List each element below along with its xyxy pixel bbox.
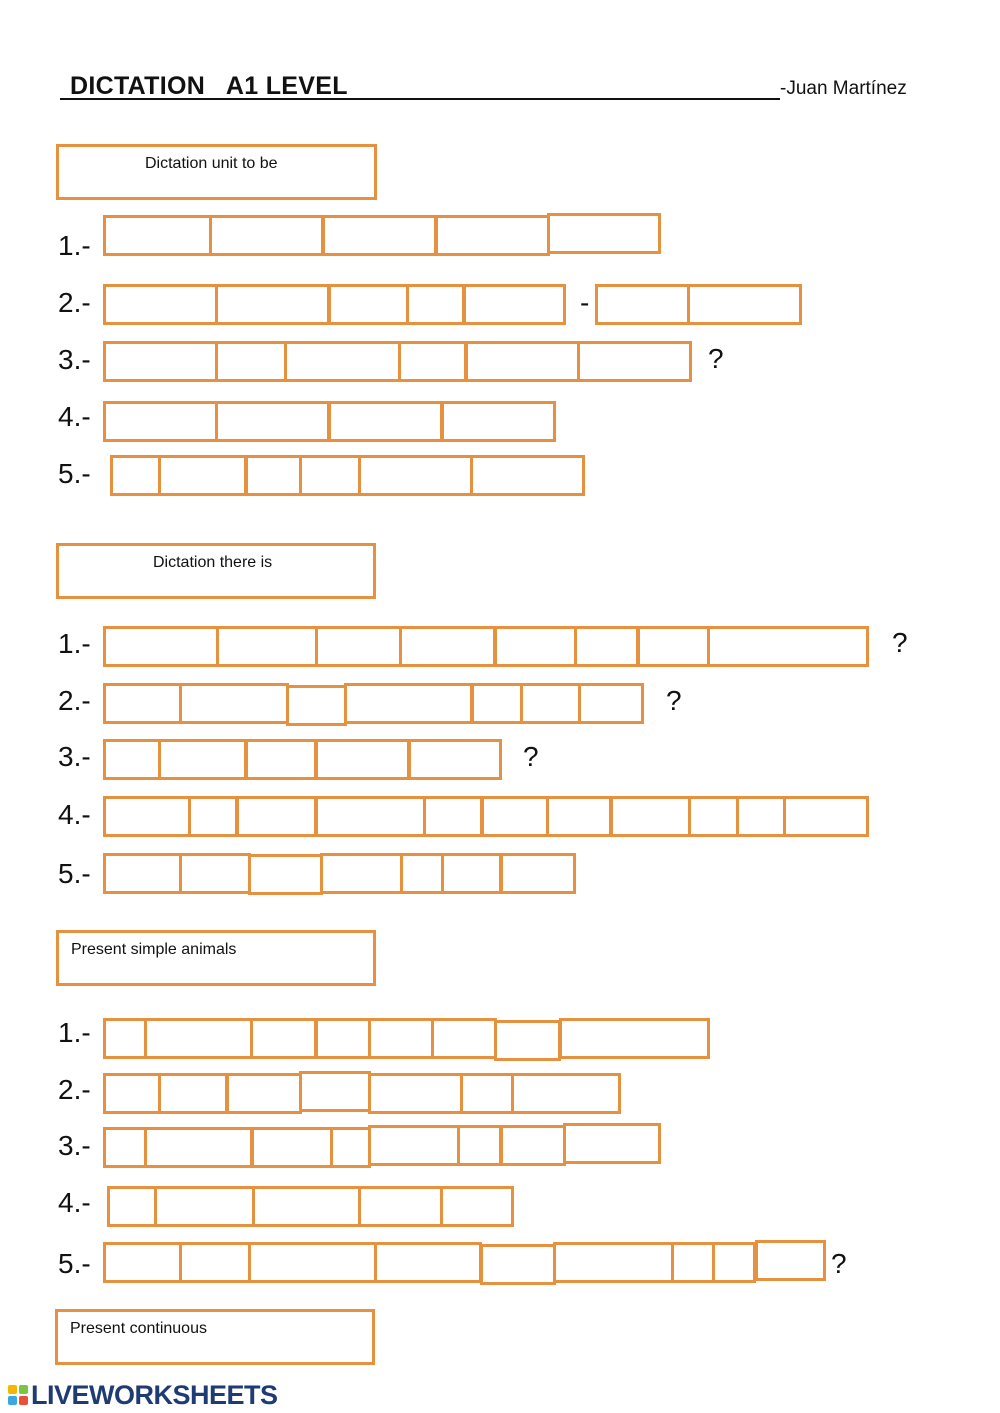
word-answer-box[interactable] <box>463 284 566 325</box>
word-answer-box[interactable] <box>226 1073 302 1114</box>
word-answer-box[interactable] <box>481 796 549 837</box>
word-answer-box[interactable] <box>179 683 289 724</box>
word-answer-box[interactable] <box>248 854 323 895</box>
word-answer-box[interactable] <box>441 401 556 442</box>
word-answer-box[interactable] <box>315 1018 371 1059</box>
word-answer-box[interactable] <box>688 796 739 837</box>
word-answer-box[interactable] <box>103 341 218 382</box>
row-number: 5.- <box>58 858 91 889</box>
word-answer-box[interactable] <box>179 853 251 894</box>
word-answer-box[interactable] <box>154 1186 255 1227</box>
word-answer-box[interactable] <box>245 739 317 780</box>
word-answer-box[interactable] <box>500 1125 566 1166</box>
word-answer-box[interactable] <box>736 796 786 837</box>
word-answer-box[interactable] <box>328 284 409 325</box>
word-answer-box[interactable] <box>465 341 580 382</box>
page-title: DICTATION A1 LEVEL <box>70 72 348 100</box>
word-answer-box[interactable] <box>408 739 502 780</box>
row-number: 3.- <box>58 344 91 375</box>
word-answer-box[interactable] <box>103 683 182 724</box>
word-answer-box[interactable] <box>574 626 639 667</box>
word-answer-box[interactable] <box>520 683 581 724</box>
word-answer-box[interactable] <box>578 683 644 724</box>
dash-separator: - <box>580 287 590 318</box>
section-title: Present simple animals <box>71 941 237 958</box>
word-answer-box[interactable] <box>330 1127 371 1168</box>
word-answer-box[interactable] <box>511 1073 621 1114</box>
word-answer-box[interactable] <box>103 1073 161 1114</box>
word-answer-box[interactable] <box>315 739 410 780</box>
word-answer-box[interactable] <box>103 853 182 894</box>
word-answer-box[interactable] <box>250 1018 317 1059</box>
word-answer-box[interactable] <box>440 1186 514 1227</box>
word-answer-box[interactable] <box>299 1071 371 1112</box>
row-number: 3.- <box>58 741 91 772</box>
word-answer-box[interactable] <box>494 1020 561 1061</box>
word-answer-box[interactable] <box>563 1123 661 1164</box>
word-answer-box[interactable] <box>400 853 444 894</box>
word-answer-box[interactable] <box>471 683 523 724</box>
word-answer-box[interactable] <box>546 796 612 837</box>
word-answer-box[interactable] <box>559 1018 710 1059</box>
row-number: 2.- <box>58 287 91 318</box>
word-answer-box[interactable] <box>368 1018 434 1059</box>
word-answer-box[interactable] <box>399 626 496 667</box>
row-number: 3.- <box>58 1130 91 1161</box>
word-answer-box[interactable] <box>344 683 473 724</box>
word-answer-box[interactable] <box>215 284 330 325</box>
word-answer-box[interactable] <box>158 1073 228 1114</box>
word-answer-box[interactable] <box>358 1186 443 1227</box>
question-mark: ? <box>831 1248 847 1279</box>
word-answer-box[interactable] <box>144 1018 253 1059</box>
word-answer-box[interactable] <box>103 1127 147 1168</box>
word-answer-box[interactable] <box>553 1242 674 1283</box>
word-answer-box[interactable] <box>610 796 691 837</box>
word-answer-box[interactable] <box>158 455 247 496</box>
word-answer-box[interactable] <box>216 626 318 667</box>
liveworksheets-logo <box>8 1380 278 1410</box>
word-answer-box[interactable] <box>299 455 361 496</box>
logo-text: LIVEWORKSHEETS <box>31 1379 278 1410</box>
word-answer-box[interactable] <box>215 401 330 442</box>
word-answer-box[interactable] <box>103 1242 182 1283</box>
word-answer-box[interactable] <box>500 853 576 894</box>
section-title: Dictation there is <box>153 554 273 571</box>
section-header-present-continuous <box>55 1309 375 1365</box>
word-answer-box[interactable] <box>322 215 437 256</box>
word-answer-box[interactable] <box>103 626 219 667</box>
logo-blocks-icon <box>8 1385 28 1405</box>
word-answer-box[interactable] <box>460 1073 514 1114</box>
row-number: 1.- <box>58 628 91 659</box>
word-answer-box[interactable] <box>707 626 869 667</box>
word-answer-box[interactable] <box>494 626 577 667</box>
word-answer-box[interactable] <box>215 341 287 382</box>
row-number: 1.- <box>58 230 91 261</box>
word-answer-box[interactable] <box>368 1073 463 1114</box>
word-answer-box[interactable] <box>480 1244 556 1285</box>
word-answer-box[interactable] <box>687 284 802 325</box>
word-answer-box[interactable] <box>144 1127 253 1168</box>
section-header-to-be <box>56 144 377 200</box>
word-answer-box[interactable] <box>110 455 161 496</box>
word-answer-box[interactable] <box>248 1242 377 1283</box>
word-answer-box[interactable] <box>236 796 317 837</box>
word-answer-box[interactable] <box>431 1018 497 1059</box>
word-answer-box[interactable] <box>103 284 218 325</box>
word-answer-box[interactable] <box>358 455 473 496</box>
word-answer-box[interactable] <box>712 1242 756 1283</box>
author-name: -Juan Martínez <box>780 78 907 99</box>
word-answer-box[interactable] <box>435 215 550 256</box>
section-title: Present continuous <box>70 1320 207 1337</box>
section-title: Dictation unit to be <box>145 155 278 172</box>
word-answer-box[interactable] <box>671 1242 715 1283</box>
word-answer-box[interactable] <box>457 1125 502 1166</box>
word-answer-box[interactable] <box>286 685 347 726</box>
word-answer-box[interactable] <box>158 739 247 780</box>
word-answer-box[interactable] <box>374 1242 482 1283</box>
word-answer-box[interactable] <box>315 796 426 837</box>
word-answer-box[interactable] <box>783 796 869 837</box>
word-answer-box[interactable] <box>595 284 690 325</box>
word-answer-box[interactable] <box>328 401 443 442</box>
word-answer-box[interactable] <box>103 1018 147 1059</box>
row-number: 4.- <box>58 1187 91 1218</box>
word-answer-box[interactable] <box>103 215 212 256</box>
word-answer-box[interactable] <box>398 341 467 382</box>
row-number: 5.- <box>58 1248 91 1279</box>
section-header-there-is <box>56 543 376 599</box>
word-answer-box[interactable] <box>251 1127 333 1168</box>
word-answer-box[interactable] <box>406 284 465 325</box>
title-underline <box>60 98 780 100</box>
word-answer-box[interactable] <box>107 1186 157 1227</box>
word-answer-box[interactable] <box>245 455 302 496</box>
word-answer-box[interactable] <box>320 853 403 894</box>
word-answer-box[interactable] <box>368 1125 460 1166</box>
word-answer-box[interactable] <box>252 1186 361 1227</box>
word-answer-box[interactable] <box>755 1240 826 1281</box>
row-number: 2.- <box>58 1074 91 1105</box>
row-number: 1.- <box>58 1017 91 1048</box>
word-answer-box[interactable] <box>103 739 161 780</box>
row-number: 2.- <box>58 685 91 716</box>
word-answer-box[interactable] <box>637 626 710 667</box>
question-mark: ? <box>892 627 908 658</box>
row-number: 5.- <box>58 458 91 489</box>
word-answer-box[interactable] <box>179 1242 251 1283</box>
question-mark: ? <box>666 685 682 716</box>
word-answer-box[interactable] <box>577 341 692 382</box>
word-answer-box[interactable] <box>284 341 401 382</box>
word-answer-box[interactable] <box>470 455 585 496</box>
section-header-present-simple <box>56 930 376 986</box>
row-number: 4.- <box>58 401 91 432</box>
row-number: 4.- <box>58 799 91 830</box>
word-answer-box[interactable] <box>547 213 661 254</box>
question-mark: ? <box>523 741 539 772</box>
question-mark: ? <box>708 343 724 374</box>
word-answer-box[interactable] <box>315 626 402 667</box>
word-answer-box[interactable] <box>209 215 324 256</box>
word-answer-box[interactable] <box>441 853 502 894</box>
word-answer-box[interactable] <box>188 796 238 837</box>
word-answer-box[interactable] <box>103 401 218 442</box>
word-answer-box[interactable] <box>103 796 191 837</box>
word-answer-box[interactable] <box>423 796 483 837</box>
